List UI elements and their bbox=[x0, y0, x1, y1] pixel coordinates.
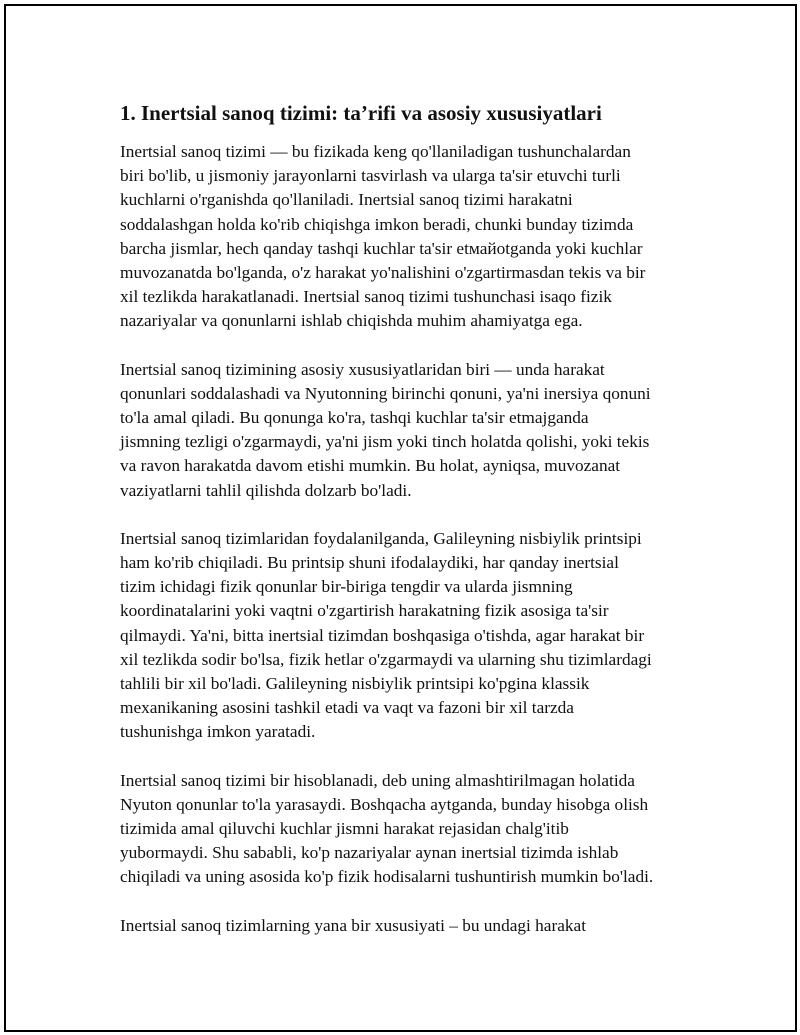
paragraph-newton-first-law: Inertsial sanoq tizimining asosiy xususiyatlaridan biri — unda harakat qonunlari soddalashadi va Nyutonning birinchi qonuni, ya'ni inersiya qonuni to'la amal qiladi. Bu qonunga ko'ra, tashqi kuchlar ta'sir etmajganda jismning tezligi o'zgarmaydi, ya'ni jism yoki tinch holatda qolishi, yoki tekis va ravon harakatda davom etishi mumkin. Bu holat, ayniqsa, muvozanat vaziyatlarni tahlil qilishda dolzarb bo'ladi. bbox=[120, 359, 651, 500]
section-heading: 1. Inertsial sanoq tizimi: ta’rifi va asosiy xususiyatlari bbox=[120, 101, 602, 125]
document-body bbox=[120, 98, 700, 962]
paragraph-galilean-relativity: Inertsial sanoq tizimlaridan foydalanilganda, Galileyning nisbiylik printsipi ham ko'rib chiqiladi. Bu printsip shuni ifodalaydiki, har qanday inertsial tizim ichidagi fizik qonunlar bir-biriga tengdir va ularda jismning koordinatalarini yoki vaqtni o'zgartirish harakatning fizik asosiga ta'sir qilmaydi. Ya'ni, bitta inertsial tizimdan boshqasiga o'tishda, agar harakat bir xil tezlikda sodir bo'lsa, fizik hetlar o'zgarmaydi va ularning shu tizimlardagi tahlili bir xil bo'ladi. Galileyning nisbiylik printsipi ko'pgina klassik mexanikaning asosini tashkil etadi va vaqt va fazoni bir xil tarzda tushunishga imkon yaratadi. bbox=[120, 528, 652, 742]
page-frame bbox=[4, 4, 797, 1032]
paragraph-newton-laws: Inertsial sanoq tizimi bir hisoblanadi, deb uning almashtirilmagan holatida Nyuton qonunlar to'la yarasaydi. Boshqacha aytganda, bunday hisobga olish tizimida amal qiluvchi kuchlar jismni harakat rejasidan chalg'itib yubormaydi. Shu sababli, ko'p nazariyalar aynan inertsial tizimda ishlab chiqiladi va uning asosida ko'p fizik hodisalarni tushuntirish mumkin bo'ladi. bbox=[120, 770, 654, 887]
paragraph-definition: Inertsial sanoq tizimi — bu fizikada keng qo'llaniladigan tushunchalardan biri bo'lib, u jismoniy jarayonlarni tasvirlash va ularga ta'sir etuvchi turli kuchlarni o'rganishda qo'llaniladi. Inertsial sanoq tizimi harakatni soddalashgan holda ko'rib chiqishga imkon beradi, chunki bunday tizimda barcha jismlar, hech qanday tashqi kuchlar ta'sir etмайotganda yoki kuchlar muvozanatda bo'lganda, o'z harakat yo'nalishini o'zgartirmasdan tekis va bir xil tezlikda harakatlanadi. Inertsial sanoq tizimi tushunchasi isaqo fizik nazariyalar va qonunlarni ishlab chiqishda muhim ahamiyatga ega. bbox=[120, 142, 646, 331]
paragraph-another-property: Inertsial sanoq tizimlarning yana bir xususiyati – bu undagi harakat bbox=[120, 915, 586, 935]
